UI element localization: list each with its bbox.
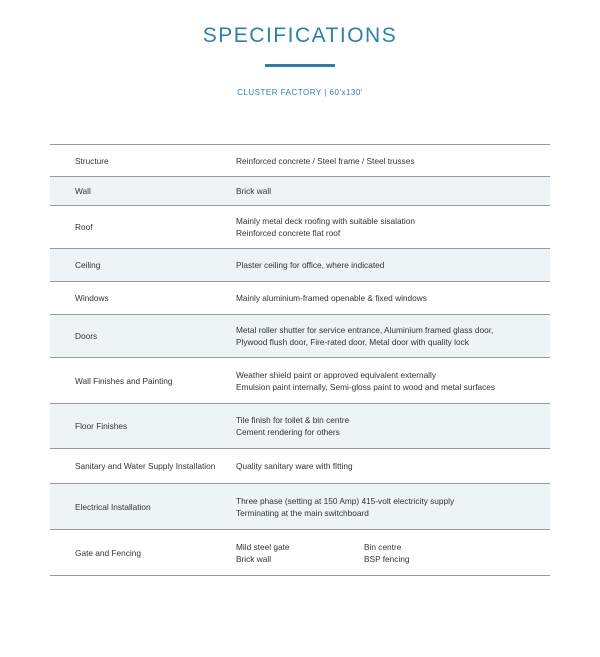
spec-row-windows — [50, 282, 550, 315]
spec-label: Ceiling — [75, 260, 101, 270]
spec-value-line: Metal roller shutter for service entrance, Aluminium framed glass door, — [236, 325, 494, 335]
spec-label: Sanitary and Water Supply Installation — [75, 461, 216, 471]
spec-row-floor-finishes — [50, 404, 550, 449]
spec-value — [236, 541, 550, 565]
spec-table — [50, 144, 550, 576]
spec-value-line: Reinforced concrete / Steel frame / Steel trusses — [236, 155, 415, 166]
page-title: SPECIFICATIONS — [202, 24, 398, 47]
page-subtitle: CLUSTER FACTORY | 60'x130' — [237, 88, 363, 97]
spec-value — [236, 460, 550, 472]
spec-value — [236, 259, 550, 271]
spec-value-line: Cement rendering for others — [236, 427, 340, 437]
spec-row-ceiling — [50, 249, 550, 282]
spec-value — [236, 155, 550, 167]
spec-value-line: Terminating at the main switchboard — [236, 507, 369, 518]
spec-row-gate-fencing — [50, 530, 550, 576]
spec-row-doors — [50, 315, 550, 358]
spec-label: Floor Finishes — [75, 421, 128, 431]
title-underline — [265, 64, 335, 67]
spec-value-line: Three phase (setting at 150 Amp) 415-volt electricity supply — [236, 495, 455, 506]
spec-label: Doors — [75, 331, 98, 341]
spec-row-roof — [50, 206, 550, 249]
spec-value-line: Bin centre — [364, 541, 402, 552]
spec-label: Wall — [75, 186, 91, 196]
spec-value — [236, 324, 550, 348]
spec-value-line: Brick wall — [236, 186, 272, 196]
spec-value — [236, 369, 550, 393]
spec-label: Windows — [75, 293, 109, 303]
spec-value — [236, 495, 550, 519]
spec-value-line: Brick wall — [236, 553, 272, 564]
spec-value — [236, 292, 550, 304]
spec-value-line: Weather shield paint or approved equivalent externally — [236, 369, 437, 380]
spec-value-line: Reinforced concrete flat roof — [236, 228, 341, 238]
spec-value-line: BSP fencing — [364, 553, 410, 564]
spec-value-line: Emulsion paint internally, Semi-gloss paint to wood and metal surfaces — [236, 381, 496, 392]
spec-row-wall-finishes — [50, 358, 550, 404]
spec-value — [236, 414, 550, 438]
spec-label: Gate and Fencing — [75, 547, 141, 558]
spec-value-line: Plaster ceiling for office, where indicated — [236, 260, 385, 270]
spec-label: Roof — [75, 222, 93, 232]
spec-row-sanitary — [50, 449, 550, 484]
spec-value-line: Quality sanitary ware with fitting — [236, 461, 353, 471]
spec-value-line: Tile finish for toilet & bin centre — [236, 415, 350, 425]
spec-value-line: Mainly aluminium-framed openable & fixed windows — [236, 293, 427, 303]
spec-row-wall — [50, 177, 550, 206]
spec-row-electrical — [50, 484, 550, 530]
spec-label: Electrical Installation — [75, 501, 151, 512]
spec-value-line: Plywood flush door, Fire-rated door, Metal door with quality lock — [236, 337, 469, 347]
spec-label: Wall Finishes and Painting — [75, 375, 173, 386]
spec-value-line: Mild steel gate — [236, 541, 290, 552]
spec-value — [236, 215, 550, 239]
spec-value — [236, 185, 550, 197]
spec-value-column — [236, 541, 364, 565]
spec-value-line: Mainly metal deck roofing with suitable sisalation — [236, 216, 415, 226]
spec-label: Structure — [75, 155, 109, 166]
spec-row-structure — [50, 145, 550, 177]
spec-value-column — [364, 541, 492, 565]
